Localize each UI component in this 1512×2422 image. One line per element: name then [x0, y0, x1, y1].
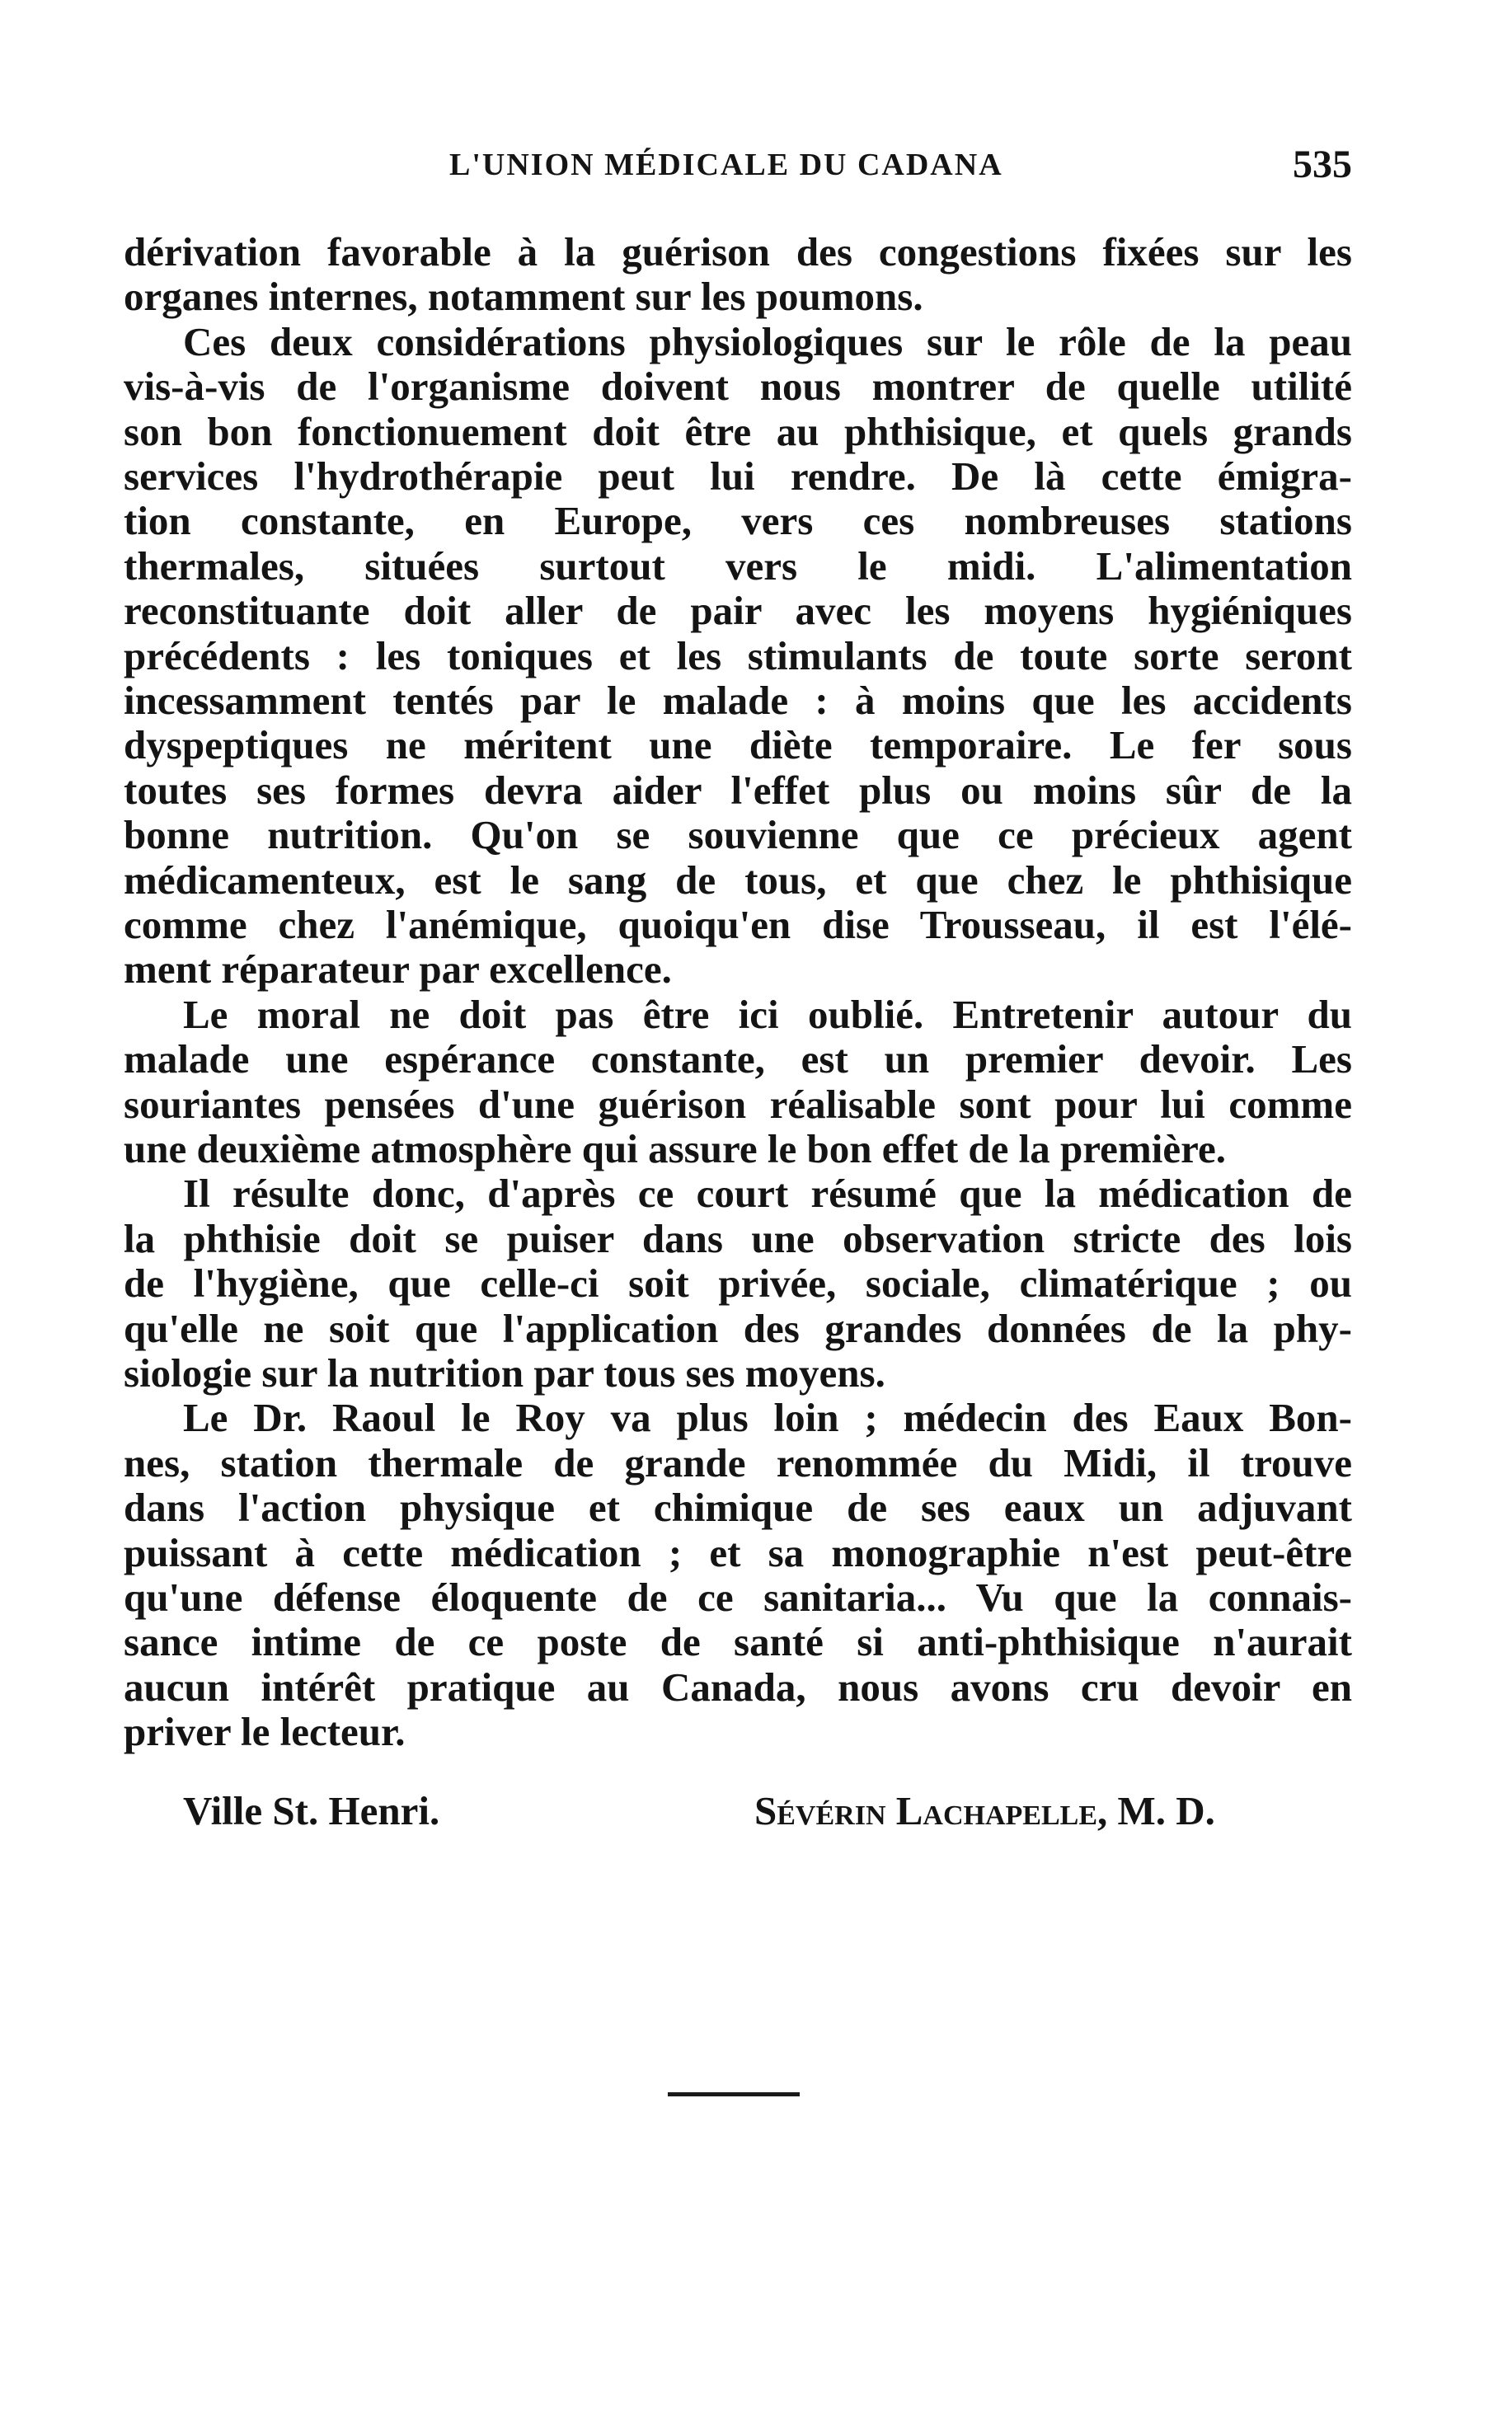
signature-block	[124, 1787, 1352, 1840]
text-line: siologie sur la nutrition par tous ses moyens.	[124, 1350, 885, 1396]
body-text	[124, 229, 1352, 1771]
text-line: priver le lecteur.	[124, 1709, 406, 1755]
text-line: qu'elle ne soit que l'application des grandes données de la phy-	[124, 1305, 1352, 1351]
signature-place: Ville St. Henri.	[183, 1788, 440, 1833]
text-line: dans l'action physique et chimique de ses eaux un adjuvant	[124, 1485, 1352, 1531]
text-line: souriantes pensées d'une guérison réalisable sont pour lui comme	[124, 1081, 1352, 1127]
text-line: qu'une défense éloquente de ce sanitaria... Vu que la connais-	[124, 1575, 1352, 1620]
text-line: thermales, situées surtout vers le midi. L'alimentation	[124, 542, 1352, 589]
text-line: reconstituante doit aller de pair avec les moyens hygiéniques	[124, 588, 1352, 634]
text-line: Il résulte donc, d'après ce court résumé que la médication de	[183, 1171, 1352, 1217]
text-line: médicamenteux, est le sang de tous, et que chez le phthisique	[124, 857, 1352, 903]
text-line: de l'hygiène, que celle-ci soit privée, sociale, climatérique ; ou	[124, 1260, 1352, 1307]
text-line: la phthisie doit se puiser dans une observation stricte des lois	[124, 1215, 1352, 1261]
page-number: 535	[1293, 143, 1352, 186]
text-line: nes, station thermale de grande renommée du Midi, il trouve	[124, 1439, 1352, 1486]
text-line: organes internes, notamment sur les poumons.	[124, 274, 923, 320]
running-title: L'UNION MÉDICALE DU CADANA	[449, 148, 1003, 182]
text-line: aucun intérêt pratique au Canada, nous avons cru devoir en	[124, 1664, 1352, 1710]
text-line: malade une espérance constante, est un premier devoir. Les	[124, 1036, 1352, 1082]
text-line: sance intime de ce poste de santé si anti-phthisique n'aurait	[124, 1619, 1352, 1665]
text-line: dérivation favorable à la guérison des congestions fixées sur les	[124, 229, 1352, 275]
text-line: précédents : les toniques et les stimulants de toute sorte seront	[124, 632, 1352, 678]
signature-author: Sévérin Lachapelle, M. D.	[754, 1788, 1215, 1833]
text-line: Le Dr. Raoul le Roy va plus loin ; médecin des Eaux Bon-	[183, 1395, 1352, 1441]
text-line: vis-à-vis de l'organisme doivent nous montrer de quelle utilité	[124, 364, 1352, 410]
text-line: tion constante, en Europe, vers ces nombreuses stations	[124, 498, 1352, 544]
text-line: son bon fonctionuement doit être au phthisique, et quels grands	[124, 408, 1352, 454]
text-line: ment réparateur par excellence.	[124, 946, 672, 993]
text-line: toutes ses formes devra aider l'effet plus ou moins sûr de la	[124, 767, 1352, 813]
text-line: une deuxième atmosphère qui assure le bon effet de la première.	[124, 1126, 1226, 1171]
running-head	[124, 143, 1352, 196]
text-line: Le moral ne doit pas être ici oublié. Entretenir autour du	[183, 991, 1352, 1037]
text-line: incessamment tentés par le malade : à moins que les accidents	[124, 678, 1352, 723]
text-line: Ces deux considérations physiologiques sur le rôle de la peau	[183, 318, 1352, 364]
end-rule	[668, 2092, 800, 2096]
text-line: puissant à cette médication ; et sa monographie n'est peut-être	[124, 1529, 1352, 1575]
text-line: dyspeptiques ne méritent une diète temporaire. Le fer sous	[124, 722, 1352, 768]
text-line: services l'hydrothérapie peut lui rendre. De là cette émigra-	[124, 453, 1352, 499]
text-line: comme chez l'anémique, quoiqu'en dise Trousseau, il est l'élé-	[124, 902, 1352, 947]
text-line: bonne nutrition. Qu'on se souvienne que ce précieux agent	[124, 812, 1352, 858]
